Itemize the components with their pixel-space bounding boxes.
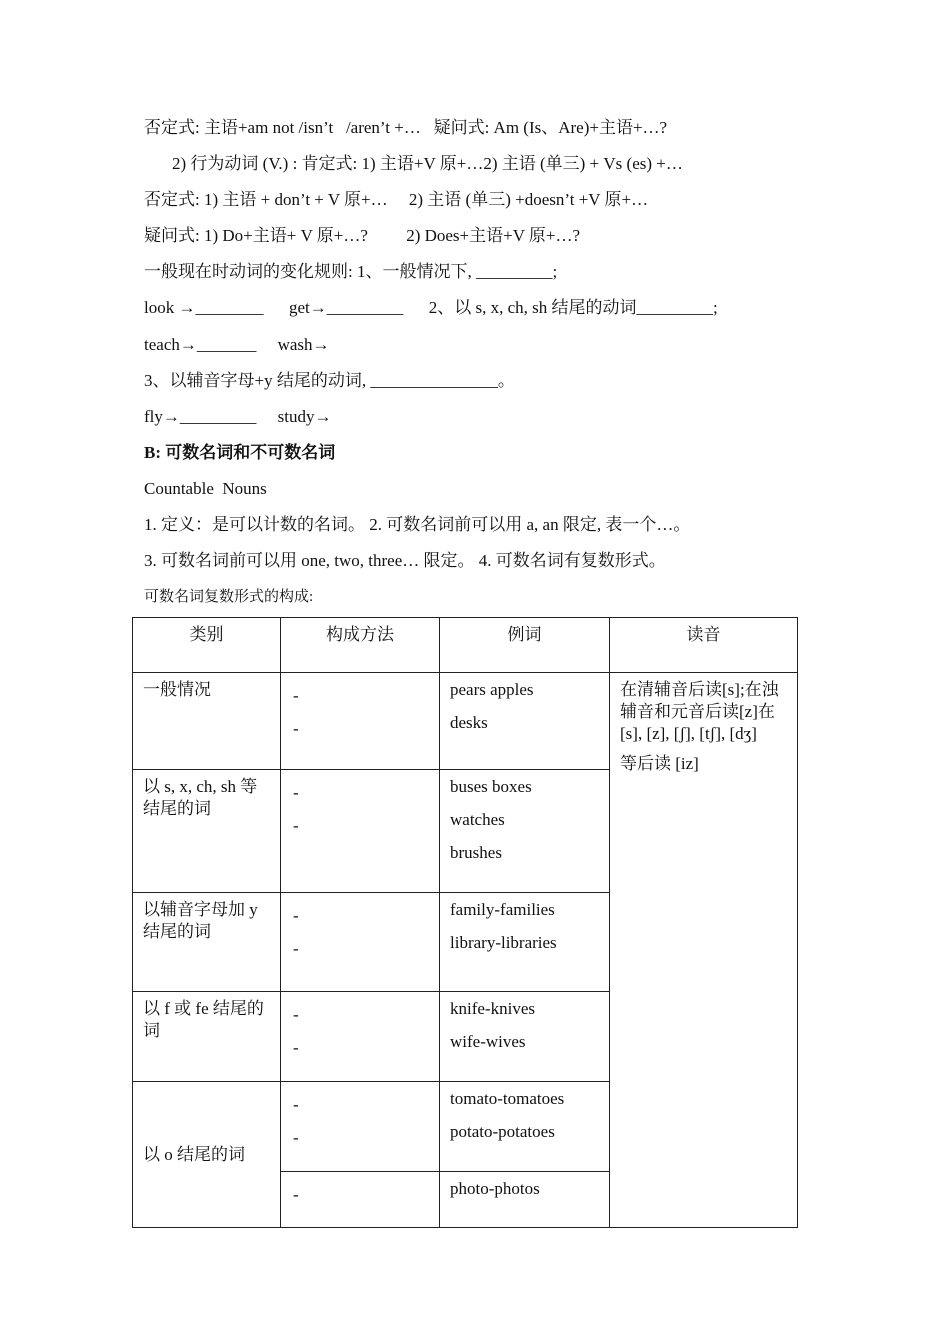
blank-dash: - (293, 686, 299, 705)
example-word: family-families (450, 900, 555, 919)
example-word: pears apples (450, 680, 534, 699)
blank-dash: - (293, 1128, 299, 1147)
example-word: library-libraries (450, 933, 557, 952)
examples-cell (440, 1172, 610, 1228)
section-heading-b: B: 可数名词和不可数名词 (144, 443, 336, 462)
pronunciation-rule-1: 在清辅音后读[s];在浊辅音和元音后读[z]在[s], [z], [ʃ], [tʃ], [dʒ] (620, 680, 779, 743)
example-word: desks (450, 713, 488, 732)
line-negative-verb: 否定式: 1) 主语 + don’t + V 原+… 2) 主语 (单三) +doesn’t +V 原+… (144, 190, 649, 209)
examples-cell (440, 992, 610, 1082)
method-cell (281, 992, 440, 1082)
line-definition: 1. 定义：是可以计数的名词。 2. 可数名词前可以用 a, an 限定, 表一个…。 (144, 515, 691, 534)
category-cell: 一般情况 (133, 673, 281, 770)
blank-dash: - (293, 1038, 299, 1057)
line-rule-1: 一般现在时动词的变化规则: 1、一般情况下, _________; (144, 262, 558, 281)
example-word: potato-potatoes (450, 1122, 555, 1141)
line-action-verb: 2) 行为动词 (V.) : 肯定式: 1) 主语+V 原+…2) 主语 (单三) + Vs (es) +… (172, 154, 683, 173)
example-word: tomato-tomatoes (450, 1089, 565, 1108)
blank-dash: - (293, 816, 299, 835)
examples-cell (440, 770, 610, 893)
header-examples: 例词 (440, 618, 610, 673)
example-word: photo-photos (450, 1179, 540, 1198)
example-word: knife-knives (450, 999, 535, 1018)
header-pronunciation: 读音 (610, 618, 798, 673)
table-caption: 可数名词复数形式的构成: (144, 589, 314, 605)
examples-cell (440, 673, 610, 770)
category-cell: 以 o 结尾的词 (133, 1082, 281, 1228)
method-cell (281, 1082, 440, 1172)
blank-dash: - (293, 1005, 299, 1024)
header-method: 构成方法 (281, 618, 440, 673)
category-cell: 以 s, x, ch, sh 等结尾的词 (133, 770, 281, 893)
plural-table (132, 617, 798, 1228)
category-cell: 以 f 或 fe 结尾的词 (133, 992, 281, 1082)
blank-dash: - (293, 1095, 299, 1114)
blank-dash: - (293, 783, 299, 802)
line-exercise-2: teach→_______ wash→ (144, 335, 330, 354)
pronunciation-rule-2: 等后读 [iz] (620, 754, 699, 773)
pronunciation-cell (610, 673, 798, 1228)
examples-cell (440, 1082, 610, 1172)
table-header-row (133, 618, 798, 673)
line-question-verb: 疑问式: 1) Do+主语+ V 原+…? 2) Does+主语+V 原+…? (144, 226, 581, 245)
method-cell (281, 770, 440, 893)
example-word: wife-wives (450, 1032, 526, 1051)
subheading-countable: Countable Nouns (144, 479, 267, 498)
blank-dash: - (293, 906, 299, 925)
example-word: watches (450, 810, 505, 829)
example-word: brushes (450, 843, 502, 862)
blank-dash: - (293, 1185, 299, 1204)
line-negative-be: 否定式: 主语+am not /isn’t /aren’t +… 疑问式: Am (Is、Are)+主语+…? (144, 118, 668, 137)
line-rule-3: 3、以辅音字母+y 结尾的动词, _______________。 (144, 371, 515, 390)
category-cell: 以辅音字母加 y 结尾的词 (133, 893, 281, 992)
line-countable-rules: 3. 可数名词前可以用 one, two, three… 限定。 4. 可数名词有复数形式。 (144, 551, 666, 570)
blank-dash: - (293, 939, 299, 958)
header-category: 类别 (133, 618, 281, 673)
line-exercise-3: fly→_________ study→ (144, 407, 332, 426)
line-exercise-1: look →________ get→_________ 2、以 s, x, ch, sh 结尾的动词_________; (144, 298, 718, 317)
example-word: buses boxes (450, 777, 532, 796)
method-cell (281, 673, 440, 770)
method-cell (281, 1172, 440, 1228)
examples-cell (440, 893, 610, 992)
blank-dash: - (293, 719, 299, 738)
table-row (133, 673, 798, 770)
method-cell (281, 893, 440, 992)
